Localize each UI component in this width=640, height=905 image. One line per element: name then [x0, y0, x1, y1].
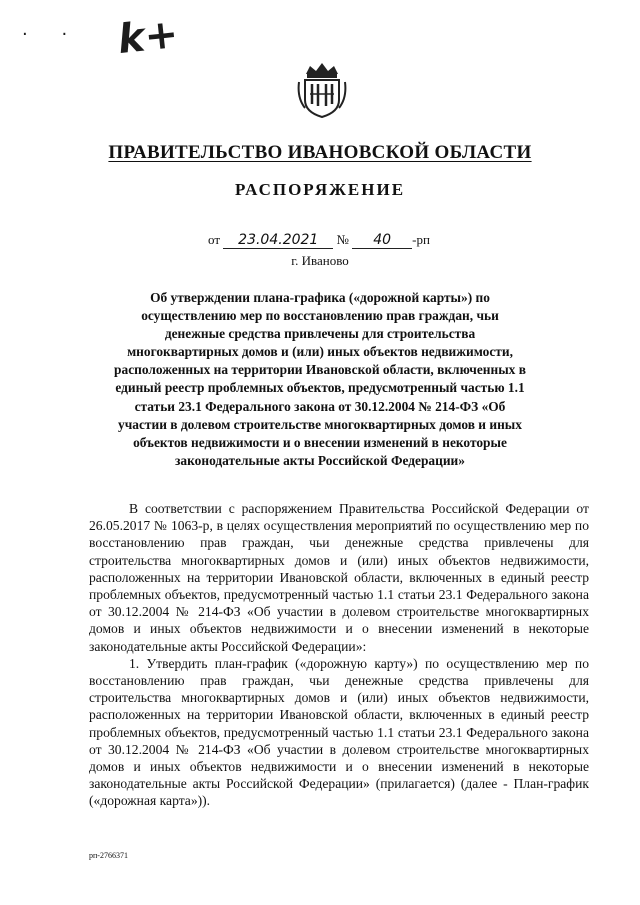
date-number-line	[208, 232, 430, 249]
document-date: 23.04.2021	[223, 232, 333, 249]
handwritten-marks: · ·	[22, 24, 82, 45]
government-name: ПРАВИТЕЛЬСТВО ИВАНОВСКОЙ ОБЛАСТИ	[108, 142, 532, 163]
document-type: РАСПОРЯЖЕНИЕ	[234, 180, 406, 199]
handwritten-signature: k+	[115, 10, 181, 64]
document-number: 40	[352, 232, 412, 249]
number-prefix: №	[336, 232, 349, 247]
footer-code: рп-2766371	[89, 851, 128, 860]
document-body	[89, 500, 589, 810]
city: г. Иваново	[291, 253, 349, 268]
body-paragraph: 1. Утвердить план-график («дорожную карту») по осуществлению мер по восстановлению прав граждан, чьи денежные средства привлечены для строительства многоквартирных домов и (или) иных объектов недвижимости, расположенных на территории Ивановской области, включенных в единый реестр проблемных объектов, предусмотренный частью 1.1 статьи 23.1 Федерального закона от 30.12.2004 № 214-ФЗ «Об участии в долевом строительстве многоквартирных домов и иных объектов недвижимости и о внесении изменений в некоторые законодательные акты Российской Федерации» (прилагается) (далее - План-график («дорожная карта»)).	[89, 655, 589, 809]
document-title: Об утверждении плана-графика («дорожной карты») по осуществлению мер по восстановлению прав граждан, чьи денежные средства привлечены для строительства многоквартирных домов и (или) иных объектов недвижимости, расположенных на территории Ивановской области, включенных в единый реестр проблемных объектов, предусмотренный частью 1.1 статьи 23.1 Федерального закона от 30.12.2004 № 214-ФЗ «Об участии в долевом строительстве многоквартирных домов и иных объектов недвижимости и о внесении изменений в некоторые законодательные акты Российской Федерации»	[114, 290, 526, 468]
body-paragraph: В соответствии с распоряжением Правительства Российской Федерации от 26.05.2017 № 1063-р, в целях осуществления мероприятий по осуществлению мер по восстановлению прав граждан, чьи денежные средства привлечены для строительства многоквартирных домов и (или) иных объектов недвижимости, расположенных на территории Ивановской области, включенных в единый реестр проблемных объектов, предусмотренный частью 1.1 статьи 23.1 Федерального закона от 30.12.2004 № 214-ФЗ «Об участии в долевом строительстве многоквартирных домов и иных объектов недвижимости и о внесении изменений в некоторые законодательные акты Российской Федерации»:	[89, 501, 589, 654]
coat-of-arms-icon	[296, 60, 348, 120]
date-prefix: от	[208, 232, 221, 247]
number-suffix: -рп	[412, 232, 430, 247]
